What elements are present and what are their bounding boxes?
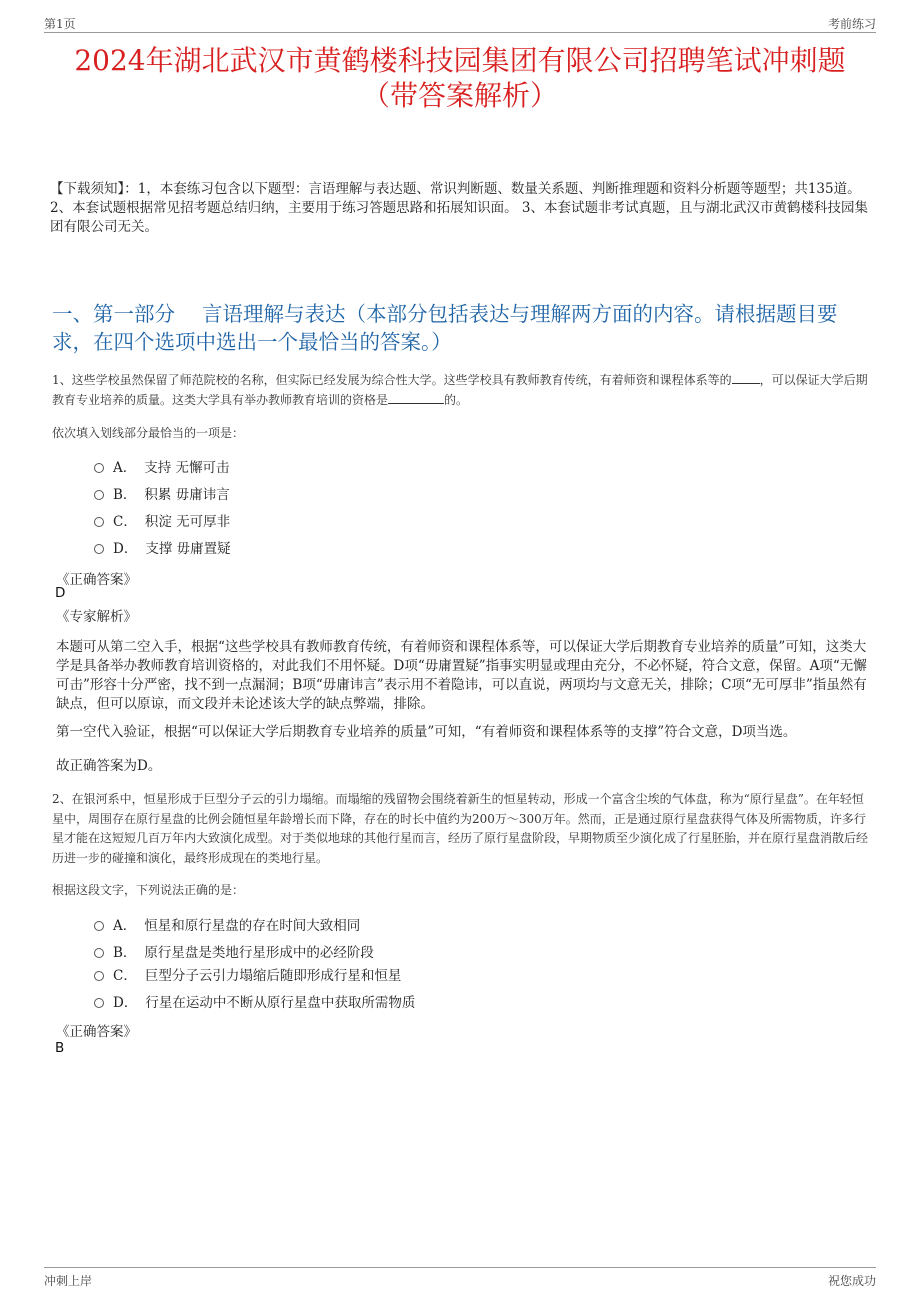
footer-divider <box>44 1267 876 1268</box>
q2-option-d[interactable]: D． 行星在运动中不断从原行星盘中获取所需物质 <box>94 991 415 1011</box>
q1-analysis-paragraph-1: 本题可从第二空入手，根据“这些学校具有教师教育传统，有着师资和课程体系等，可以保证大学后期教育专业培养的质量”可知，这类大学是具备举办教师教育培训资格的，对此我们不用怀疑。D项“毋庸置疑”指事实明显或理由充分，不必怀疑，符合文意，保留。A项“无懈可击”形容十分严密，找不到一点漏洞；B项“毋庸讳言”表示用不着隐讳，可以直说，两项均与文意无关，排除；C项“无可厚非”指虽然有缺点，但可以原谅，而文段并未论述该大学的缺点弊端，排除。 <box>56 639 867 712</box>
q2-option-a[interactable]: A． 恒星和原行星盘的存在时间大致相同 <box>94 914 360 934</box>
page-number: 第1页 <box>44 17 76 31</box>
radio-icon[interactable] <box>94 971 104 981</box>
q1-option-a[interactable]: A． 支持 无懈可击 <box>94 456 230 476</box>
radio-icon[interactable] <box>94 517 104 527</box>
q1-option-d[interactable]: D． 支撑 毋庸置疑 <box>94 537 231 557</box>
q1-analysis-paragraph-3: 故正确答案为D。 <box>56 758 162 774</box>
question-1-prompt: 依次填入划线部分最恰当的一项是： <box>52 426 245 440</box>
radio-icon[interactable] <box>94 921 104 931</box>
doc-title-line1: 2024年湖北武汉市黄鹤楼科技园集团有限公司招聘笔试冲刺题 <box>74 44 846 77</box>
question-2-prompt: 根据这段文字，下列说法正确的是： <box>52 883 245 897</box>
q1-analysis-paragraph-2: 第一空代入验证，根据“可以保证大学后期教育专业培养的质量”可知，“有着师资和课程体系等的支撑”符合文意，D项当选。 <box>56 724 797 740</box>
radio-icon[interactable] <box>94 948 104 958</box>
q1-answer: D <box>55 585 66 601</box>
q1-option-c[interactable]: C． 积淀 无可厚非 <box>94 510 230 530</box>
section-heading: 一、第一部分 言语理解与表达（本部分包括表达与理解两方面的内容。请根据题目要求，在四个选项中选出一个最恰当的答案。） <box>52 302 838 354</box>
blank-1 <box>732 372 760 384</box>
radio-icon[interactable] <box>94 490 104 500</box>
header-right-label: 考前练习 <box>827 17 876 31</box>
question-2-text: 2、在银河系中，恒星形成于巨型分子云的引力塌缩。而塌缩的残留物会围绕着新生的恒星转动，形成一个富含尘埃的气体盘，称为“原行星盘”。在年轻恒星中，周围存在原行星盘的比例会随恒星年龄增长而下降，存在的时长中值约为200万～300万年。然而，正是通过原行星盘获得气体及所需物质，许多行星才能在这短短几百万年内大致演化成型。对于类似地球的其他行星而言，经历了原行星盘阶段，早期物质至少演化成了行星胚胎，并在原行星盘消散后经历进一步的碰撞和演化，最终形成现在的类地行星。 <box>52 792 869 865</box>
q1-analysis-label: 《专家解析》 <box>56 609 137 625</box>
blank-2 <box>388 392 444 404</box>
q2-answer-label: 《正确答案》 <box>56 1024 137 1040</box>
doc-title-line2: （带答案解析） <box>361 79 558 112</box>
question-1-text: 1、这些学校虽然保留了师范院校的名称，但实际已经发展为综合性大学。这些学校具有教师教育传统，有着师资和课程体系等的 ，可以保证大学后期教育专业培养的质量。这类大学具有举办教师教育培训的资格是 的。 <box>52 373 868 407</box>
footer-right-label: 祝您成功 <box>827 1274 876 1288</box>
header-divider <box>44 32 876 33</box>
download-notice: 【下载须知】：1，本套练习包含以下题型：言语理解与表达题、常识判断题、数量关系题、判断推理题和资料分析题等题型；共135道。 2、本套试题根据常见招考题总结归纳，主要用于练习答题思路和拓展知识面。 3、本套试题非考试真题，且与湖北武汉市黄鹤楼科技园集团有限公司无关。 <box>50 181 868 235</box>
radio-icon[interactable] <box>94 544 104 554</box>
radio-icon[interactable] <box>94 463 104 473</box>
q2-option-c[interactable]: C． 巨型分子云引力塌缩后随即形成行星和恒星 <box>94 964 401 984</box>
q1-answer-label: 《正确答案》 <box>56 572 137 588</box>
radio-icon[interactable] <box>94 998 104 1008</box>
footer-left-label: 冲刺上岸 <box>44 1274 93 1288</box>
q2-option-b[interactable]: B． 原行星盘是类地行星形成中的必经阶段 <box>94 941 374 961</box>
q1-option-b[interactable]: B． 积累 毋庸讳言 <box>94 483 230 503</box>
q2-answer: B <box>55 1040 65 1056</box>
